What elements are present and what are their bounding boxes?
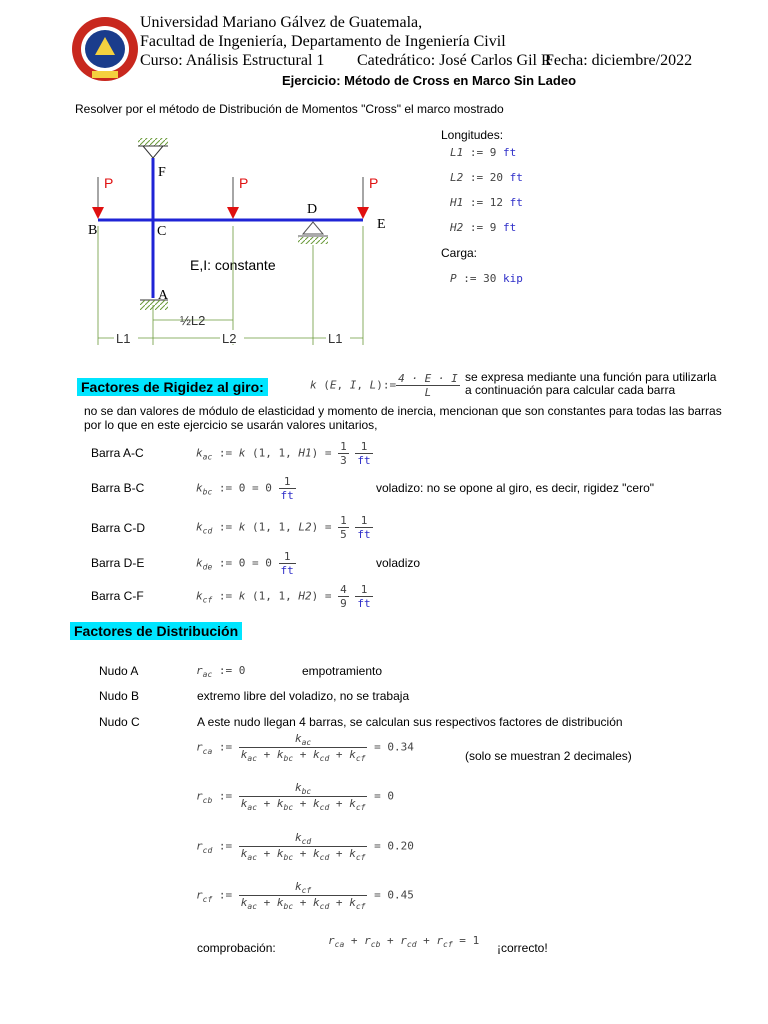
node-c-comment: A este nudo llegan 4 barras, se calculan sus respectivos factores de distribución: [197, 715, 623, 729]
lengths-title: Longitudes:: [441, 128, 504, 142]
course-name: Curso: Análisis Estructural 1: [140, 52, 325, 69]
load-label: P: [369, 175, 379, 191]
length-l2: L2 := 20 ft: [450, 171, 523, 184]
stiffness-de: $k_{de}$ := 0 = 0 $\frac{1}{ft}$: [196, 550, 294, 577]
load-arrow-b: [92, 177, 104, 219]
university-seal-logo: [70, 15, 140, 83]
stiffness-cd: $k_{cd}$ := k (1, 1, L2) = $\frac{1}{5}$ $\frac{1}{ft}$: [196, 514, 371, 541]
distribution-section-title: Factores de Distribución: [70, 622, 242, 640]
ei-constant-label: E,I: constante: [190, 257, 276, 273]
dim-half-l2: ½L2: [180, 313, 206, 328]
bar-comment: voladizo: [376, 556, 421, 570]
length-l1: L1 := 9 ft: [450, 146, 517, 159]
factor-cb: $r_{cb}$ := $\frac{k_{bc}}{k_{ac} + k_{bc} + k_{cd} + k_{cf}}$ = 0: [196, 781, 394, 813]
exercise-title: Ejercicio: Método de Cross en Marco Sin Ladeo: [282, 73, 577, 88]
factor-cd: $r_{cd}$ := $\frac{k_{cd}}{k_{ac} + k_{bc} + k_{cd} + k_{cf}}$ = 0.20: [196, 831, 414, 863]
stiffness-cf: $k_{cf}$ := k (1, 1, H2) = $\frac{4}{9}$ $\frac{1}{ft}$: [196, 583, 371, 610]
stiffness-ac: $k_{ac}$ := k (1, 1, H1) = $\frac{1}{3}$ $\frac{1}{ft}$: [196, 440, 371, 467]
load-value: P := 30 kip: [450, 272, 523, 285]
check-label: comprobación:: [197, 941, 276, 955]
node-f-label: F: [158, 165, 166, 180]
node-c-label: Nudo C: [99, 715, 140, 729]
support-f: [143, 146, 163, 158]
length-h2: H2 := 9 ft: [450, 221, 517, 234]
node-a-label: A: [158, 288, 169, 303]
support-f-hatch: [138, 138, 168, 146]
length-h1: H1 := 12 ft: [450, 196, 523, 209]
factor-cf: $r_{cf}$ := $\frac{k_{cf}}{k_{ac} + k_{bc} + k_{cd} + k_{cf}}$ = 0.45: [196, 880, 414, 912]
bar-label: Barra A-C: [91, 446, 144, 460]
check-sum: $r_{ca} + r_{cb} + r_{cd} + r_{cf} = 1$: [328, 934, 480, 950]
bar-label: Barra B-C: [91, 481, 145, 495]
node-a-label: Nudo A: [99, 664, 139, 678]
support-d: [303, 222, 323, 234]
load-title: Carga:: [441, 246, 478, 260]
node-c-label: C: [157, 224, 167, 239]
load-arrow-mid: [227, 177, 239, 219]
date: Fecha: diciembre/2022: [545, 52, 693, 69]
stiffness-function: k (E, I, L):= $\frac{4 \cdot E \cdot I}{L}$: [310, 372, 458, 399]
dim-l1-right: L1: [328, 331, 343, 346]
university-name: Universidad Mariano Gálvez de Guatemala,: [140, 14, 423, 31]
dim-l1-left: L1: [116, 331, 131, 346]
factor-ac: $r_{ac}$ := 0: [196, 664, 246, 680]
factor-ca: $r_{ca}$ := $\frac{k_{ac}}{k_{ac} + k_{bc} + k_{cd} + k_{cf}}$ = 0.34: [196, 732, 414, 764]
function-description: se expresa mediante una función para utilizarla: [465, 370, 717, 384]
stiffness-section-title: Factores de Rigidez al giro:: [77, 378, 268, 396]
node-b-comment: extremo libre del voladizo, no se trabaja: [197, 689, 410, 703]
bar-label: Barra D-E: [91, 556, 145, 570]
load-arrow-e: [357, 177, 369, 219]
node-e-label: E: [377, 217, 386, 232]
unit-values-note: no se dan valores de módulo de elasticidad y momento de inercia, mencionan que son constantes para todas las barras: [84, 404, 722, 418]
bar-label: Barra C-F: [91, 589, 144, 603]
professor-name: Catedrático: José Carlos Gil R: [357, 52, 552, 69]
node-d-label: D: [307, 202, 318, 217]
bar-label: Barra C-D: [91, 521, 146, 535]
stiffness-bc: $k_{bc}$ := 0 = 0 $\frac{1}{ft}$: [196, 475, 294, 502]
dim-l2: L2: [222, 331, 237, 346]
node-a-comment: empotramiento: [302, 664, 383, 678]
intro-text: Resolver por el método de Distribución de Momentos "Cross" el marco mostrado: [75, 102, 504, 116]
frame-diagram: [80, 130, 410, 355]
unit-values-note-2: por lo que en este ejercicio se usarán valores unitarios,: [84, 418, 378, 432]
bar-comment: voladizo: no se opone al giro, es decir, rigidez "cero": [376, 481, 655, 495]
load-label: P: [239, 175, 249, 191]
check-result: ¡correcto!: [497, 941, 548, 955]
load-label: P: [104, 175, 114, 191]
function-description-2: a continuación para calcular cada barra: [465, 383, 676, 397]
faculty-name: Facultad de Ingeniería, Departamento de Ingeniería Civil: [140, 33, 506, 50]
decimals-note: (solo se muestran 2 decimales): [465, 749, 632, 763]
node-b-label: Nudo B: [99, 689, 140, 703]
node-b-label: B: [88, 223, 98, 238]
